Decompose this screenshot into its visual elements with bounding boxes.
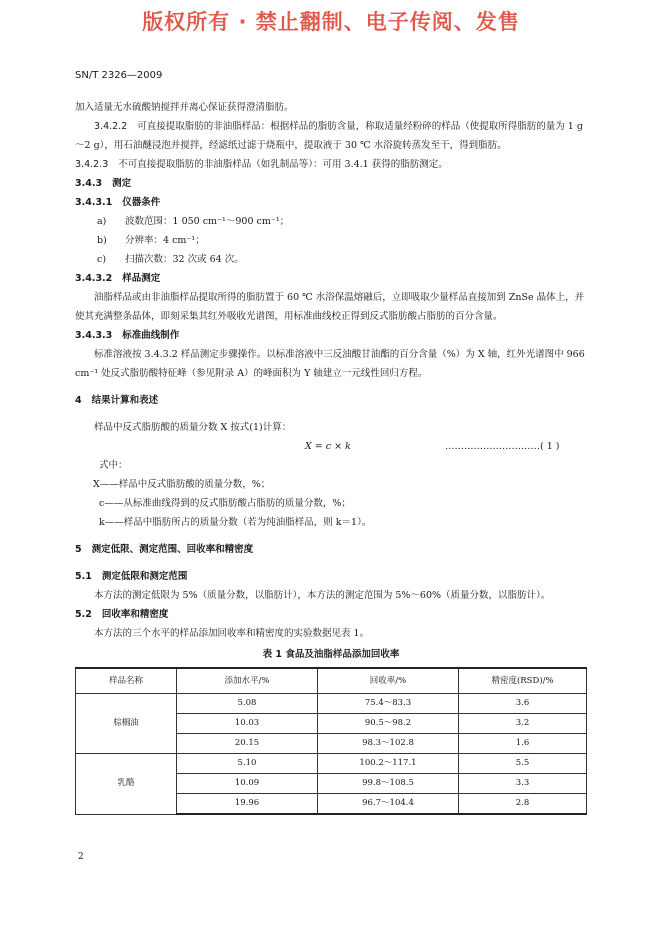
where-label: 式中：	[99, 460, 128, 471]
heading-number: 5.2	[75, 609, 92, 620]
rsd-cell: 3.3	[459, 774, 587, 794]
heading-5	[75, 540, 587, 559]
table-header-row	[76, 668, 587, 694]
heading-title: 仪器条件	[122, 197, 161, 208]
level-cell: 20.15	[177, 734, 318, 754]
recovery-intro-text: 本方法的三个水平的样品添加回收率和精密度的实验数据见表 1。	[94, 628, 370, 639]
recovery-cell: 90.5～98.2	[318, 714, 459, 734]
heading-4	[75, 391, 587, 410]
recovery-cell: 98.3～102.8	[318, 734, 459, 754]
table-row	[76, 754, 587, 774]
header-spike-level: 添加水平/%	[177, 668, 318, 694]
section-3-4-2-2	[75, 117, 587, 155]
list-item-a	[75, 212, 587, 231]
heading-5-1	[75, 567, 587, 586]
recovery-table	[75, 667, 587, 815]
heading-title: 测定	[112, 178, 132, 189]
sample-name-cell: 乳酪	[76, 754, 177, 815]
list-label: c)	[97, 254, 107, 265]
formula-number: …………………………( 1 )	[445, 441, 560, 452]
heading-title: 样品测定	[122, 273, 161, 284]
level-cell: 5.10	[177, 754, 318, 774]
heading-number: 3.4.3.3	[75, 330, 113, 341]
rsd-cell: 5.5	[459, 754, 587, 774]
table-title: 表 1 食品及油脂样品添加回收率	[262, 649, 400, 660]
sample-name-cell: 棕榈油	[76, 694, 177, 754]
recovery-cell: 99.8～108.5	[318, 774, 459, 794]
definition-x: X——样品中反式脂肪酸的质量分数，%；	[93, 479, 271, 490]
heading-number: 5.1	[75, 571, 92, 582]
header-rsd: 精密度(RSD)/%	[459, 668, 587, 694]
standard-number: SN/T 2326—2009	[75, 70, 163, 81]
heading-3-4-3	[75, 174, 587, 193]
level-cell: 5.08	[177, 694, 318, 714]
heading-number: 3.4.3.2	[75, 273, 113, 284]
section-text: 可直接提取脂肪的非油脂样品：根据样品的脂肪含量，称取适量经粉碎的样品（使提取所得脂肪的量为 1 g～2 g），用石油醚浸泡并搅拌，经滤纸过滤于烧瓶中，提取液于 30 ℃ 水浴旋转蒸发至干，得到脂肪。	[75, 121, 583, 151]
heading-title: 结果计算和表述	[91, 395, 159, 406]
level-cell: 19.96	[177, 794, 318, 815]
section-number: 3.4.2.2	[94, 121, 128, 132]
heading-title: 回收率和精密度	[101, 609, 169, 620]
list-item-b	[75, 231, 587, 250]
heading-3-4-3-2	[75, 269, 587, 288]
page-number: 2	[78, 852, 84, 862]
level-cell: 10.03	[177, 714, 318, 734]
list-item-c	[75, 250, 587, 269]
recovery-cell: 96.7～104.4	[318, 794, 459, 815]
heading-3-4-3-3	[75, 326, 587, 345]
copyright-watermark: 版权所有 · 禁止翻制、电子传阅、发售	[142, 10, 520, 34]
rsd-cell: 3.2	[459, 714, 587, 734]
sample-measurement-text: 油脂样品或由非油脂样品提取所得的脂肪置于 60 ℃ 水浴保温熔融后，立即吸取少量样品直接加到 ZnSe 晶体上，并使其充满整条晶体，即刻采集其红外吸收光谱图，用标准曲线校正得到反式脂肪酸占脂肪的百分含量。	[75, 292, 585, 322]
section-number: 3.4.2.3	[75, 159, 109, 170]
formula-1	[75, 437, 587, 456]
rsd-cell: 3.6	[459, 694, 587, 714]
heading-number: 3.4.3	[75, 178, 103, 189]
list-text: 波数范围：1 050 cm⁻¹～900 cm⁻¹；	[125, 216, 290, 227]
calculation-intro: 样品中反式脂肪酸的质量分数 X 按式(1)计算：	[94, 422, 292, 433]
paragraph-continuation: 加入适量无水硫酸钠搅拌并离心保证获得澄清脂肪。	[75, 102, 294, 113]
list-text: 扫描次数：32 次或 64 次。	[125, 254, 244, 265]
definition-k: k——样品中脂肪所占的质量分数（若为纯油脂样品，则 k＝1）。	[99, 517, 372, 528]
heading-5-2	[75, 605, 587, 624]
list-text: 分辨率：4 cm⁻¹；	[125, 235, 205, 246]
recovery-cell: 75.4～83.3	[318, 694, 459, 714]
section-3-4-2-3	[75, 155, 587, 174]
header-recovery: 回收率/%	[318, 668, 459, 694]
heading-number: 4	[75, 395, 82, 406]
header-sample-name: 样品名称	[76, 668, 177, 694]
heading-3-4-3-1	[75, 193, 587, 212]
heading-number: 5	[75, 544, 82, 555]
recovery-cell: 100.2～117.1	[318, 754, 459, 774]
level-cell: 10.09	[177, 774, 318, 794]
standard-curve-text: 标准溶液按 3.4.3.2 样品测定步骤操作。以标准溶液中三反油酸甘油酯的百分含量（%）为 X 轴，红外光谱图中 966 cm⁻¹ 处反式脂肪酸特征峰（参见附录 A）的峰面积为 Y 轴建立一元线性回归方程。	[75, 349, 585, 379]
heading-title: 测定低限和测定范围	[101, 571, 188, 582]
list-label: b)	[97, 235, 107, 246]
section-text: 不可直接提取脂肪的非油脂样品（如乳制品等）：可用 3.4.1 获得的脂肪测定。	[118, 159, 448, 170]
definition-c: c——从标准曲线得到的反式脂肪酸占脂肪的质量分数，%；	[99, 498, 351, 509]
document-body	[75, 98, 587, 815]
formula-expression: X = c × k	[305, 441, 351, 452]
rsd-cell: 2.8	[459, 794, 587, 815]
heading-number: 3.4.3.1	[75, 197, 113, 208]
list-label: a)	[97, 216, 107, 227]
heading-title: 测定低限、测定范围、回收率和精密度	[91, 544, 254, 555]
heading-title: 标准曲线制作	[122, 330, 180, 341]
detection-limit-text: 本方法的测定低限为 5%（质量分数，以脂肪计），本方法的测定范围为 5%～60%（质量分数，以脂肪计）。	[94, 590, 551, 601]
rsd-cell: 1.6	[459, 734, 587, 754]
table-row	[76, 694, 587, 714]
